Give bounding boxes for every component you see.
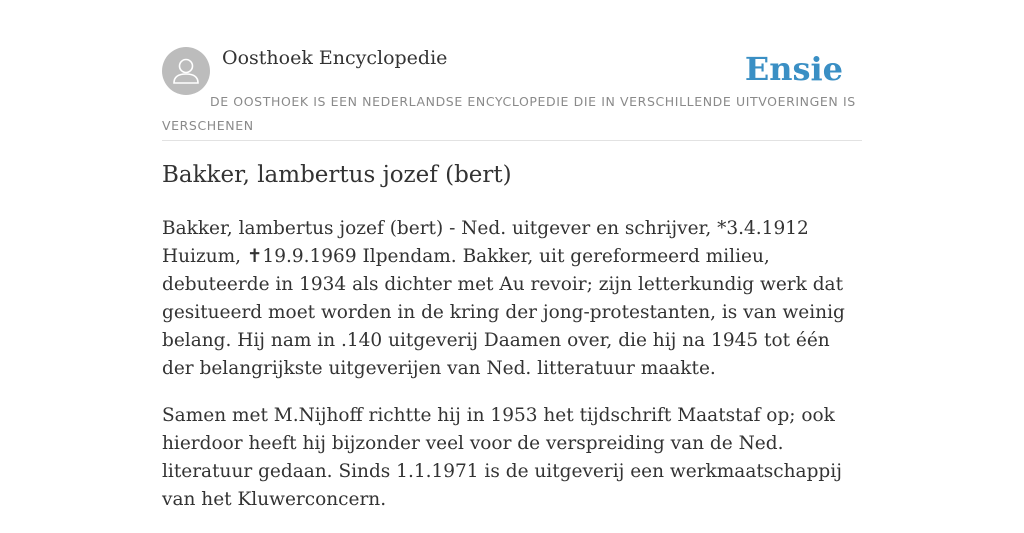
ensie-logo[interactable]: Ensie	[744, 50, 843, 88]
user-avatar-icon[interactable]	[162, 47, 210, 95]
article-paragraph: Bakker, lambertus jozef (bert) - Ned. uitgever en schrijver, *3.4.1912 Huizum, ✝19.9.1969 Ilpendam. Bakker, uit gereformeerd milieu, debuteerde in 1934 als dichter met Au revoir; zijn letterkundig werk dat gesitueerd moet worden in de kring der jong-protestanten, is van weinig belang. Hij nam in .140 uitgeverij Daamen over, die hij na 1945 tot één der belangrijkste uitgeverijen van Ned. litteratuur maakte.	[162, 218, 845, 379]
page	[162, 0, 862, 510]
article-body	[162, 215, 862, 533]
article-paragraph: Samen met M.Nijhoff richtte hij in 1953 het tijdschrift Maatstaf op; ook hierdoor heeft hij bijzonder veel voor de verspreiding van de Ned. literatuur gedaan. Sinds 1.1.1971 is de uitgeverij een werkmaatschappij van het Kluwerconcern.	[162, 405, 842, 510]
site-tagline: DE OOSTHOEK IS EEN NEDERLANDSE ENCYCLOPEDIE DIE IN VERSCHILLENDE UITVOERINGEN IS VERSCHENEN	[162, 94, 856, 133]
header	[162, 0, 862, 141]
article-title: Bakker, lambertus jozef (bert)	[162, 162, 512, 188]
site-title[interactable]: Oosthoek Encyclopedie	[222, 47, 448, 69]
